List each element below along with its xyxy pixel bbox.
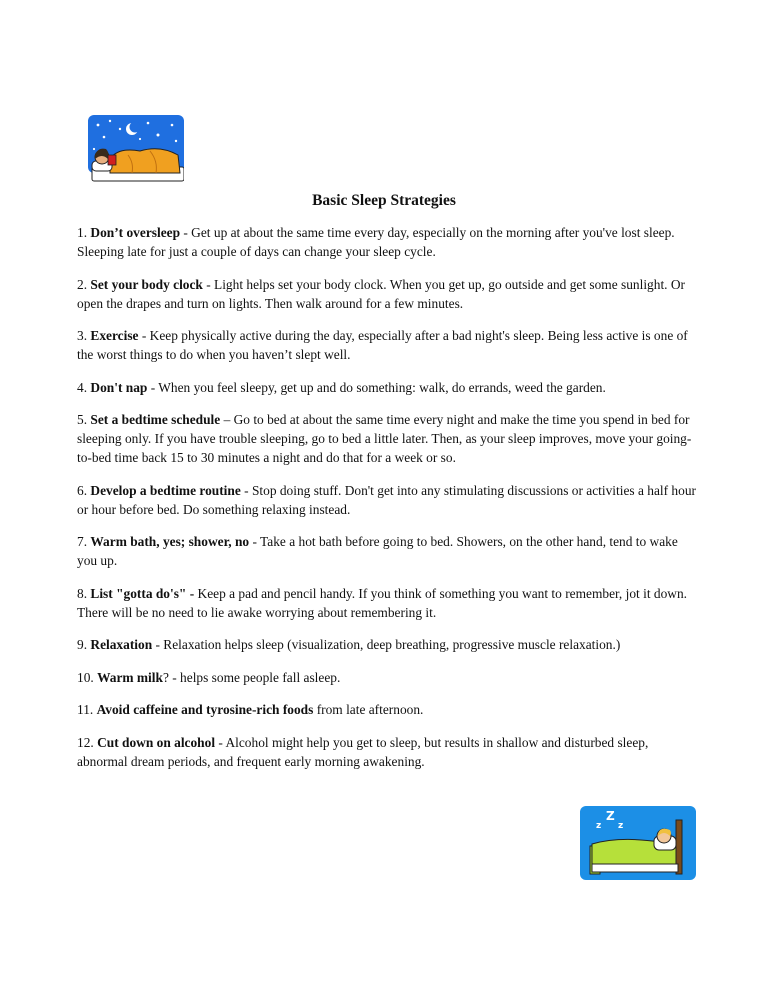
item-text: – Go to bed at about the same time every night and make the time you spend in bed for sleeping only. If you have trouble sleeping, go to bed a little later. Then, as your sleep improves, move your going-to-bed time back 15 to 30 minutes a night and do that for a week or so. bbox=[77, 412, 692, 465]
sleeping-in-bed-clipart-icon bbox=[580, 806, 696, 880]
item-term: Develop a bedtime routine bbox=[90, 482, 241, 498]
list-item bbox=[77, 378, 697, 397]
list-item bbox=[77, 275, 697, 313]
list-item bbox=[77, 532, 697, 570]
item-term: Don't nap bbox=[90, 379, 148, 395]
page-title: Basic Sleep Strategies bbox=[312, 192, 456, 209]
item-text: ? - helps some people fall asleep. bbox=[162, 669, 341, 685]
item-number: 10. bbox=[77, 669, 94, 685]
item-number: 1. bbox=[77, 225, 88, 240]
item-text: - Relaxation helps sleep (visualization, deep breathing, progressive muscle relaxation.) bbox=[152, 637, 621, 652]
item-number: 9. bbox=[77, 637, 88, 652]
list-item bbox=[77, 326, 697, 364]
item-term: Avoid caffeine and tyrosine-rich foods bbox=[96, 702, 314, 717]
item-term: Warm bath, yes; shower, no bbox=[90, 534, 250, 549]
list-item bbox=[77, 223, 697, 261]
item-number: 3. bbox=[77, 328, 88, 343]
snore-z-icon: z bbox=[596, 821, 602, 831]
list-item bbox=[77, 700, 697, 719]
item-text: - Stop doing stuff. Don't get into any stimulating discussions or activities a half hour or hour before bed. Do something relaxing instead. bbox=[77, 482, 696, 517]
item-text: - Light helps set your body clock. When you get up, go outside and get some sunlight. Or open the drapes and turn on lights. Then walk around for a few minutes. bbox=[77, 276, 685, 311]
list-item bbox=[77, 481, 697, 519]
list-item bbox=[77, 668, 697, 687]
item-number: 5. bbox=[77, 412, 88, 427]
list-item bbox=[77, 410, 697, 467]
item-text: - Alcohol might help you get to sleep, but results in shallow and disturbed sleep, abnormal dream periods, and frequent early morning awakening. bbox=[77, 734, 649, 769]
item-text: - Get up at about the same time every day, especially on the morning after you've lost sleep. Sleeping late for just a couple of days can change your sleep cycle. bbox=[77, 225, 675, 259]
item-number: 4. bbox=[77, 379, 88, 395]
item-number: 11. bbox=[77, 702, 94, 717]
item-term: List "gotta do's" - bbox=[90, 585, 195, 601]
snore-z-icon: z bbox=[618, 821, 624, 831]
item-number: 12. bbox=[77, 734, 94, 750]
item-number: 6. bbox=[77, 482, 88, 498]
item-term: Set your body clock bbox=[90, 276, 203, 292]
item-term: Don’t oversleep bbox=[90, 225, 181, 240]
item-text: Keep a pad and pencil handy. If you think of something you want to remember, jot it down. There will be no need to lie awake worrying about remembering it. bbox=[77, 585, 688, 620]
strategy-list bbox=[77, 223, 697, 784]
item-text: from late afternoon. bbox=[313, 702, 424, 717]
night-sleeper-clipart-icon bbox=[88, 115, 184, 187]
item-number: 2. bbox=[77, 276, 88, 292]
item-text: - Keep physically active during the day, especially after a bad night's sleep. Being less active is one of the worst things to do when you haven’t slept well. bbox=[77, 328, 688, 362]
item-number: 8. bbox=[77, 585, 88, 601]
list-item bbox=[77, 635, 697, 654]
item-term: Warm milk bbox=[97, 669, 163, 685]
item-text: - Take a hot bath before going to bed. Showers, on the other hand, tend to wake you up. bbox=[77, 534, 678, 568]
item-term: Cut down on alcohol bbox=[97, 734, 216, 750]
list-item bbox=[77, 733, 697, 771]
item-text: - When you feel sleepy, get up and do something: walk, do errands, weed the garden. bbox=[147, 379, 606, 395]
item-number: 7. bbox=[77, 534, 88, 549]
item-term: Exercise bbox=[90, 328, 139, 343]
item-term: Set a bedtime schedule bbox=[90, 412, 221, 427]
snore-z-icon: Z bbox=[606, 809, 615, 823]
list-item bbox=[77, 584, 697, 622]
item-term: Relaxation bbox=[90, 637, 153, 652]
